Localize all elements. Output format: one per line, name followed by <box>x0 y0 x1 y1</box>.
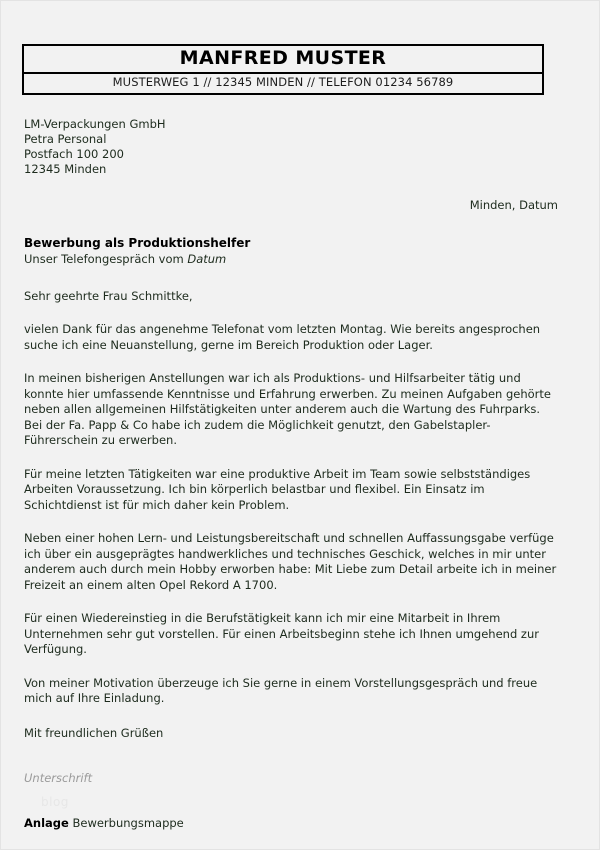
paragraph-availability: Für einen Wiedereinstieg in die Berufstätigkeit kann ich mir eine Mitarbeit in Ihrem Unternehmen sehr gut vorstellen. Für einen Arbeitsbeginn stehe ich Ihnen umgehend zur Verfügung. <box>24 611 539 656</box>
letter-body <box>24 117 559 831</box>
dateline: Minden, Datum <box>469 198 558 212</box>
letterhead-name: MANFRED MUSTER <box>24 46 542 74</box>
paragraph-teamwork: Für meine letzten Tätigkeiten war eine produktive Arbeit im Team sowie selbstständiges Arbeiten Voraussetzung. Ich bin körperlich belastbar und flexibel. Ein Einsatz im Schichtdienst ist für mich daher kein Problem. <box>24 466 531 512</box>
subject-reference <box>24 252 559 267</box>
paragraph-invitation: Von meiner Motivation überzeuge ich Sie gerne in einem Vorstellungsgespräch und freue mich auf Ihre Einladung. <box>24 675 538 705</box>
subject-reference-placeholder: Datum <box>187 252 227 266</box>
paragraph-experience: In meinen bisherigen Anstellungen war ich als Produktions- und Hilfsarbeiter tätig und konnte hier umfassende Kenntnisse und Erfahrung erwerben. Zu meinen Aufgaben gehörte neben allen allgemeinen Hilfstätigkeiten unter anderem auch die Wartung des Fuhrparks. Bei der Fa. Papp & Co habe ich zudem die Möglichkeit genutzt, den Gabelstapler-Führerschein zu erwerben. <box>24 371 551 447</box>
recipient-company: LM-Verpackungen GmbH <box>24 117 166 131</box>
watermark: blog <box>41 795 69 809</box>
recipient-address-block <box>24 117 559 177</box>
recipient-city: 12345 Minden <box>24 162 107 176</box>
signature-placeholder: Unterschrift <box>24 770 93 785</box>
closing-greeting: Mit freundlichen Grüßen <box>24 725 164 740</box>
letterhead <box>22 44 544 95</box>
recipient-person: Petra Personal <box>24 132 107 146</box>
subject-block <box>24 235 559 267</box>
enclosure-label: Anlage <box>24 815 69 830</box>
letterhead-contact: MUSTERWEG 1 // 12345 MINDEN // TELEFON 01234 56789 <box>112 75 454 89</box>
paragraph-skills: Neben einer hohen Lern- und Leistungsbereitschaft und schnellen Auffassungsgabe verfüge ich über ein ausgeprägtes handwerkliches und technisches Geschick, welches in mir unter anderem auch durch mein Hobby erworben habe: Mit Liebe zum Detail arbeite ich in meiner Freizeit an einem alten Opel Rekord A 1700. <box>24 531 557 592</box>
enclosure-value: Bewerbungsmappe <box>72 815 184 830</box>
subject-title: Bewerbung als Produktionshelfer <box>24 236 251 250</box>
salutation: Sehr geehrte Frau Schmittke, <box>24 289 193 303</box>
paragraph-intro: vielen Dank für das angenehme Telefonat vom letzten Montag. Wie bereits angesprochen suche ich eine Neuanstellung, gerne im Bereich Produktion oder Lager. <box>24 322 541 352</box>
recipient-postbox: Postfach 100 200 <box>24 147 124 161</box>
enclosure-line <box>24 816 559 831</box>
subject-reference-prefix: Unser Telefongespräch vom <box>24 252 188 266</box>
